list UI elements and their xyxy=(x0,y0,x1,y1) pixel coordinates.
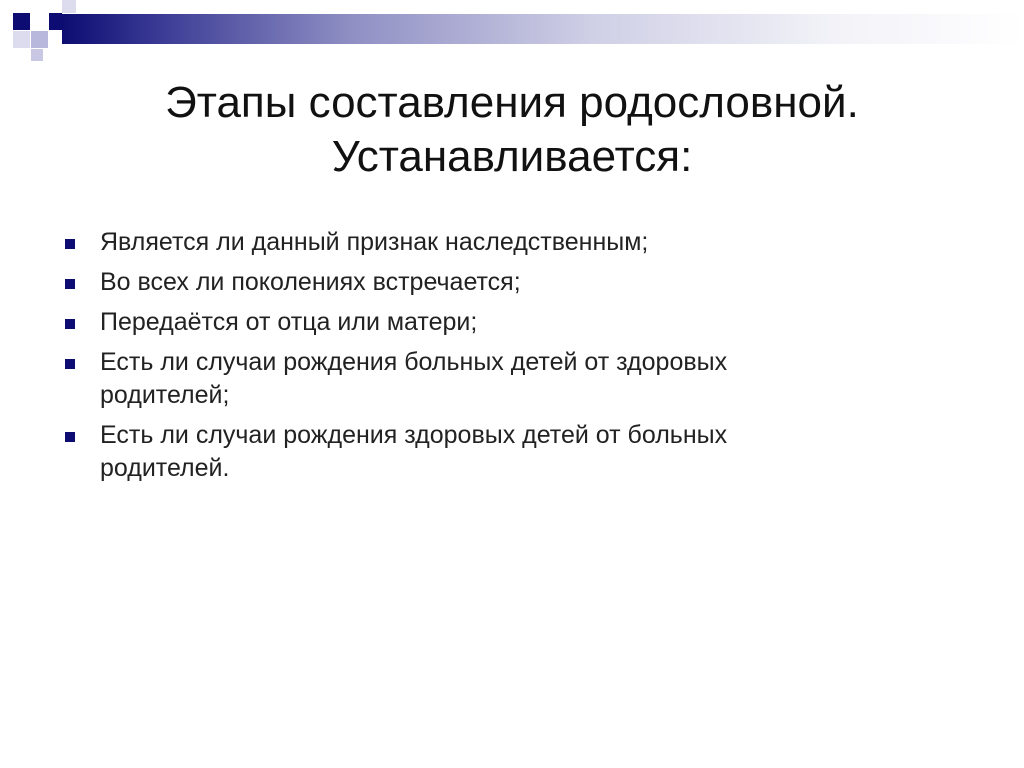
bullet-text: Передаётся от отца или матери; xyxy=(100,308,478,336)
bullet-list xyxy=(60,226,860,492)
bullet-item xyxy=(60,266,860,299)
decor-square xyxy=(31,13,48,30)
bullet-text: Во всех ли поколениях встречается; xyxy=(100,268,521,296)
bullet-text: Есть ли случаи рождения здоровых детей от больных родителей. xyxy=(100,421,728,482)
header-gradient-band xyxy=(62,14,1024,44)
square-bullet-icon xyxy=(65,239,75,249)
square-bullet-icon xyxy=(65,359,75,369)
bullet-text: Есть ли случаи рождения больных детей от здоровых родителей; xyxy=(100,348,728,409)
bullet-item xyxy=(60,306,860,339)
bullet-text: Является ли данный признак наследственным; xyxy=(100,228,649,256)
slide-title xyxy=(60,76,964,184)
decor-square xyxy=(62,0,76,13)
title-line-2: Устанавливается: xyxy=(331,132,693,181)
bullet-item xyxy=(60,419,860,485)
decor-square xyxy=(49,13,62,30)
square-bullet-icon xyxy=(65,432,75,442)
title-line-1: Этапы составления родословной. xyxy=(165,78,859,127)
square-bullet-icon xyxy=(65,279,75,289)
decor-square xyxy=(31,49,43,61)
bullet-item xyxy=(60,226,860,259)
decor-square xyxy=(13,31,30,48)
bullet-item xyxy=(60,346,860,412)
decor-square xyxy=(31,31,48,48)
square-bullet-icon xyxy=(65,319,75,329)
decor-square xyxy=(13,13,30,30)
